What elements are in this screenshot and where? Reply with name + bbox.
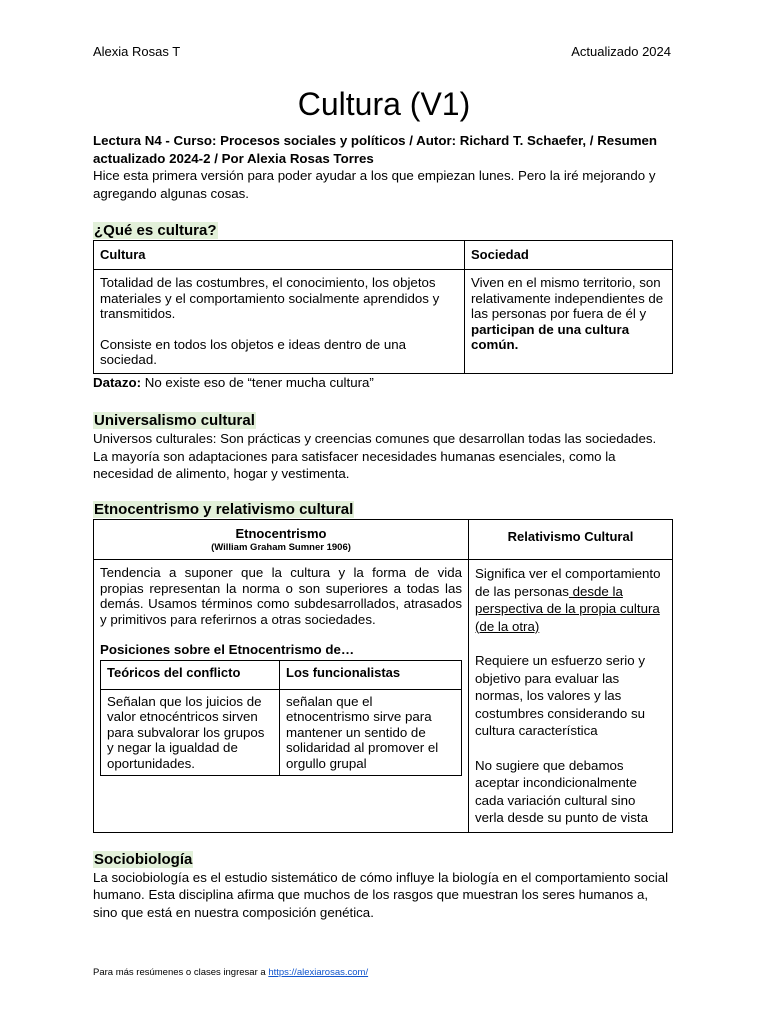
conflict-text: Señalan que los juicios de valor etnocéntricos sirven para subvalorar los grupos y negar la igualdad de oportunidades. — [101, 689, 280, 776]
ethnocentrism-cell — [94, 560, 469, 833]
col-header-cultura: Cultura — [94, 241, 465, 270]
culture-definition-1: Totalidad de las costumbres, el conocimiento, los objetos materiales y el comportamiento socialmente aprendidos y transmitidos. — [100, 275, 440, 321]
fact-line — [93, 374, 673, 392]
col-header-funcionalistas: Los funcionalistas — [280, 660, 462, 689]
fact-label: Datazo: — [93, 374, 142, 390]
relativism-point-1: Significa ver el comportamiento de las personas desde la perspectiva de la propia cultura (de la otra) — [475, 566, 661, 634]
header-author: Alexia Rosas T — [93, 44, 181, 59]
col-header-conflicto: Teóricos del conflicto — [101, 660, 280, 689]
society-definition: Viven en el mismo territorio, son relativamente independientes de las personas por fuera de él y — [471, 275, 664, 321]
ethnocentrism-table — [93, 519, 673, 833]
ethnocentrism-definition: Tendencia a suponer que la cultura y la forma de vida propias representan la norma o son superiores a todas las demás. Usamos términos como subdesarrollados, atrasados y primitivos para referirnos a otras sociedades. — [100, 565, 462, 627]
etnocentrismo-subtitle: (William Graham Sumner 1906) — [211, 542, 351, 553]
header-updated: Actualizado 2024 — [571, 44, 671, 59]
reading-line: Lectura N4 - Curso: Procesos sociales y políticos / Autor: Richard T. Schaefer, / Resumen actualizado 2024-2 / Por Alexia Rosas Torres — [93, 133, 658, 166]
col-header-etnocentrismo: Etnocentrismo (William Graham Sumner 1906) — [94, 519, 469, 560]
page-title: Cultura (V1) — [297, 86, 471, 122]
intro-note: Hice esta primera versión para poder ayudar a los que empiezan lunes. Pero la iré mejorando y agregando algunas cosas. — [93, 168, 656, 201]
universalism-text: Universos culturales: Son prácticas y creencias comunes que desarrollan todas las sociedades. La mayoría son adaptaciones para satisfacer necesidades humanas esenciales, como la necesidad de alimento, hogar y vestimenta. — [93, 431, 657, 481]
relativism-point-3: No sugiere que debamos aceptar incondicionalmente cada variación cultural sino verla desde su punto de vista — [475, 757, 648, 825]
relativism-underlined: desde la perspectiva de la propia cultura (de la otra) — [475, 583, 660, 634]
positions-label: Posiciones sobre el Etnocentrismo de… — [100, 642, 355, 657]
heading-que-es-cultura: ¿Qué es cultura? — [94, 222, 217, 239]
heading-etnocentrismo: Etnocentrismo y relativismo cultural — [94, 500, 354, 518]
heading-universalismo: Universalismo cultural — [94, 412, 255, 429]
relativism-point-2: Requiere un esfuerzo serio y objetivo para evaluar las normas, los valores y las costumbres considerando su cultura característica — [475, 653, 645, 738]
col-header-relativismo: Relativismo Cultural — [469, 519, 673, 560]
footer-text: Para más resúmenes o clases ingresar a — [93, 967, 269, 978]
document-body — [93, 132, 673, 921]
society-definition-emphasis: participan de una cultura común. — [471, 321, 630, 352]
functional-text: señalan que el etnocentrismo sirve para mantener un sentido de solidaridad al promover el orgullo grupal — [280, 689, 462, 776]
positions-table — [100, 660, 462, 777]
heading-sociobiologia: Sociobiología — [94, 850, 193, 868]
footer — [93, 967, 368, 978]
society-definition-cell — [465, 270, 673, 374]
footer-link[interactable]: https://alexiarosas.com/ — [268, 967, 369, 978]
sociobiology-text: La sociobiología es el estudio sistemático de cómo influye la biología en el comportamiento social humano. Esta disciplina afirma que muchos de los rasgos que muestran los seres humanos a, sino que está en nuestra composición genética. — [93, 869, 669, 920]
fact-text: No existe eso de “tener mucha cultura” — [141, 374, 374, 390]
culture-society-table — [93, 240, 673, 374]
col-header-sociedad: Sociedad — [465, 241, 673, 270]
culture-definition-2: Consiste en todos los objetos e ideas dentro de una sociedad. — [100, 336, 407, 367]
culture-definition-cell — [94, 270, 465, 374]
relativism-cell — [469, 560, 673, 833]
